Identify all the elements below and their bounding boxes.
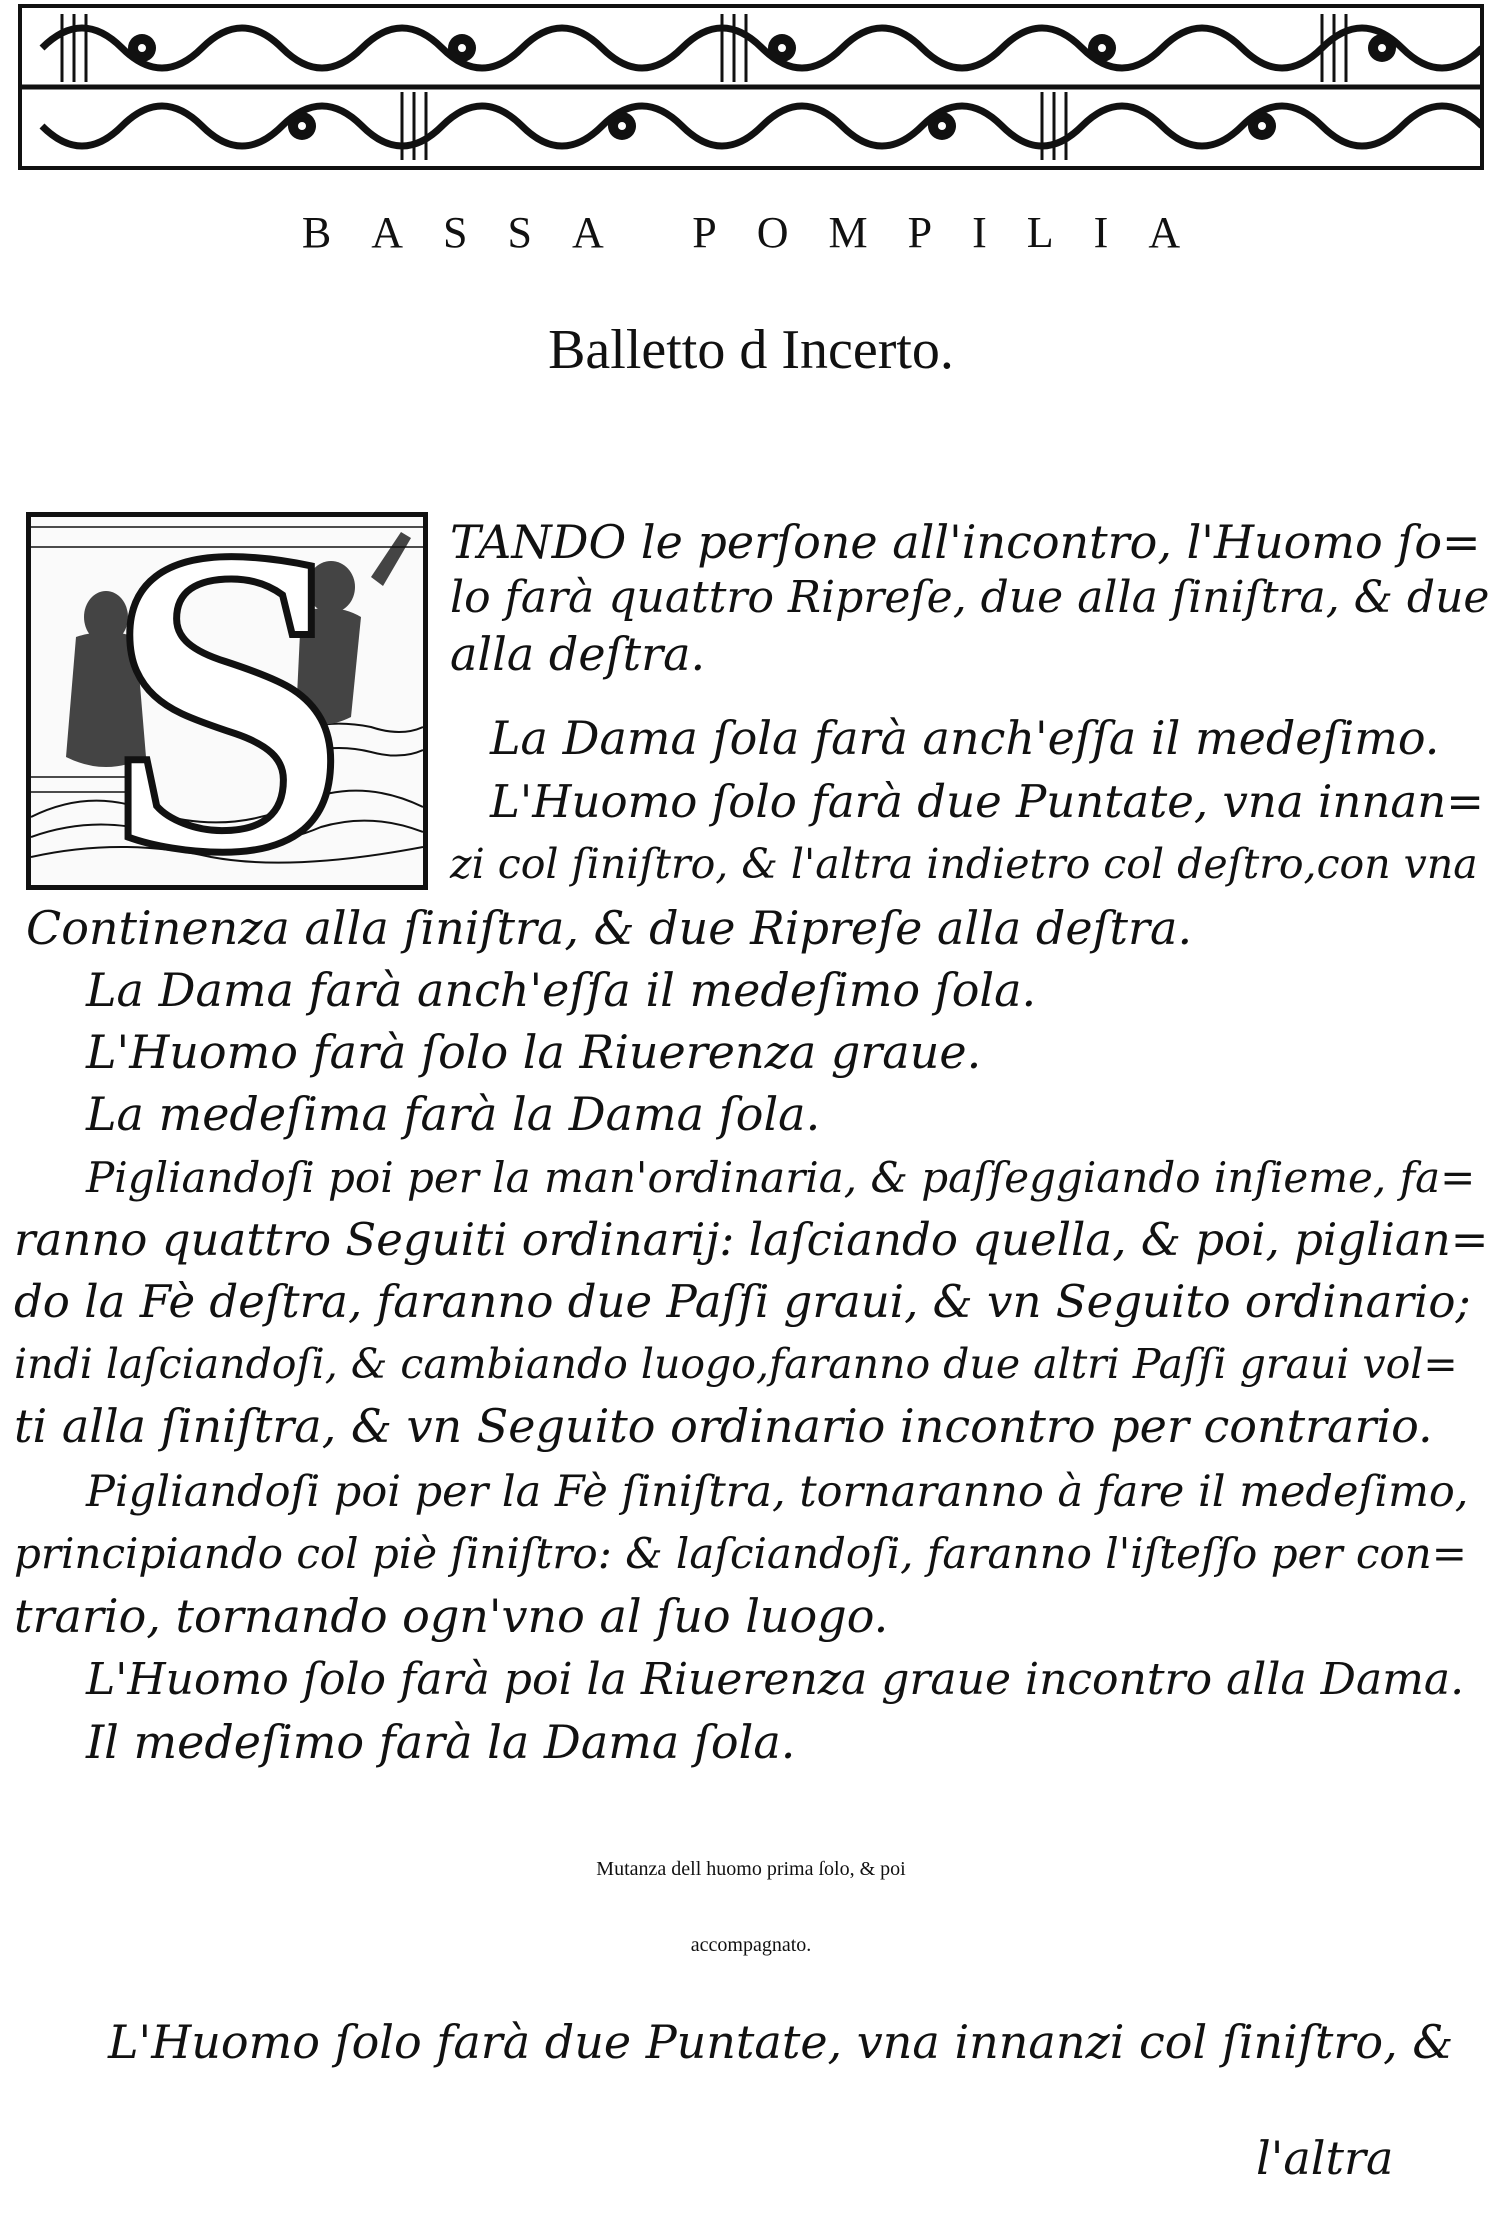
text-line: L'Huomo ſolo farà poi la Riuerenza graue incontro alla Dama. [86,1654,1465,1705]
decorated-initial [26,512,428,890]
text-line: Pigliandoſi poi per la Fè ſiniſtra, tornaranno à fare il medeſimo, [86,1467,1469,1517]
ornament-pattern-graphic [22,8,1480,166]
text-line: trario, tornando ogn'vno al ſuo luogo. [14,1589,889,1643]
text-line: principiando col piè ſiniſtro: & laſciandoſi, faranno l'iſteſſo per con= [14,1529,1467,1578]
page-subtitle: Balletto d Incerto. [548,319,954,381]
text-line: L'Huomo farà ſolo la Riuerenza graue. [86,1025,982,1079]
text-line: Pigliandoſi poi per la man'ordinaria, & paſſeggiando inſieme, fa= [86,1153,1476,1202]
text-line: indi laſciandoſi, & cambiando luogo,faranno due altri Paſſi graui vol= [14,1340,1458,1388]
text-line: ti alla ſiniſtra, & vn Seguito ordinario incontro per contrario. [14,1399,1433,1453]
catchword: l'altra [1256,2131,1394,2185]
text-line: Il medeſimo farà la Dama ſola. [86,1715,796,1769]
section-heading-continued: accompagnato. [690,1934,812,1956]
drop-cap-letter: S [104,512,350,890]
text-line: zi col ſiniſtro, & l'altra indietro col deſtro,con vna [450,840,1478,888]
text-line: La Dama farà anch'eſſa il medeſimo ſola. [86,963,1037,1017]
ornamental-border-band [18,4,1484,170]
text-line: lo farà quattro Ripreſe, due alla ſiniſtra, & due [450,572,1490,623]
text-line: L'Huomo ſolo farà due Puntate, vna innanzi col ſiniſtro, & [108,2015,1454,2069]
text-line: L'Huomo ſolo farà due Puntate, vna innan= [490,775,1484,828]
text-line: alla deſtra. [450,627,706,681]
page-title: BASSA POMPILIA [301,208,1221,257]
section-heading: Mutanza dell huomo prima ſolo, & poi [596,1858,906,1880]
text-line: Continenza alla ſiniſtra, & due Ripreſe alla deſtra. [26,901,1193,955]
text-line: ranno quattro Seguiti ordinarij: laſciando quella, & poi, piglian= [14,1213,1489,1266]
text-line: do la Fè deſtra, faranno due Paſſi graui, & vn Seguito ordinario; [14,1275,1471,1328]
text-line: La medeſima farà la Dama ſola. [86,1087,821,1141]
text-line: TANDO le perſone all'incontro, l'Huomo ſo= [450,515,1481,569]
text-line: La Dama ſola farà anch'eſſa il medeſimo. [490,711,1440,765]
